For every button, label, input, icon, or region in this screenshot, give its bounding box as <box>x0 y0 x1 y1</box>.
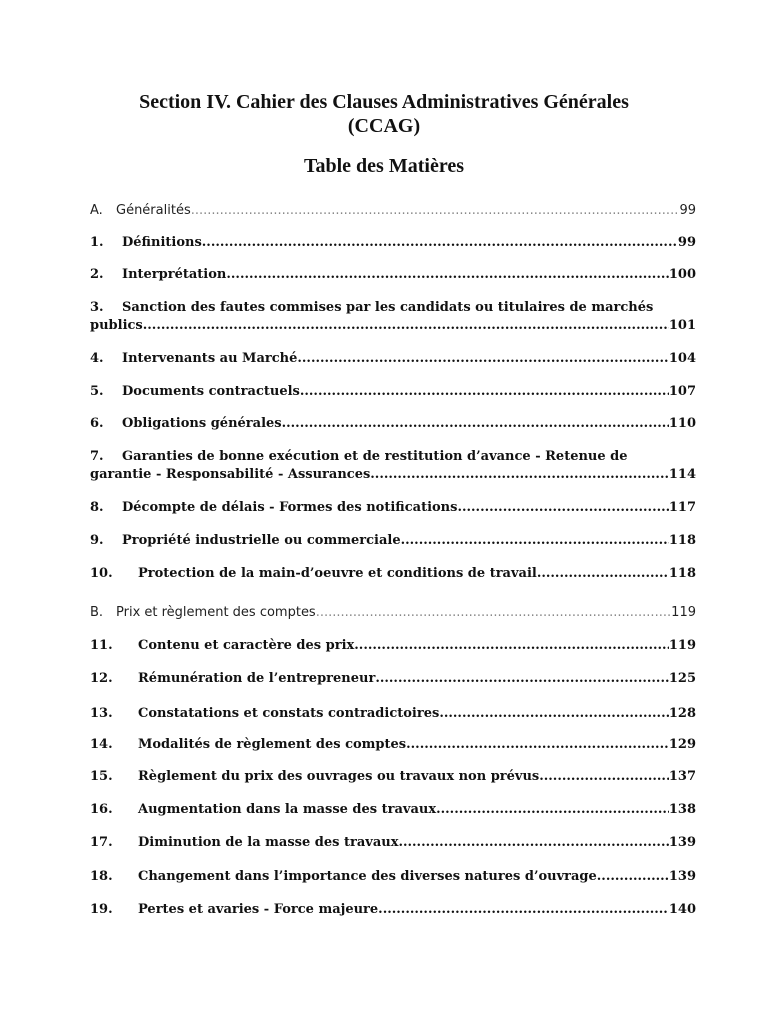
toc-page-number: 125 <box>668 671 696 686</box>
toc-page-number: 117 <box>668 500 696 515</box>
dot-leader <box>354 637 669 655</box>
toc-entry-10[interactable] <box>90 565 696 583</box>
toc-entry-label: Intervenants au Marché <box>122 351 298 366</box>
toc-entry-14[interactable] <box>90 736 696 754</box>
dot-leader <box>436 801 669 819</box>
toc-page-number: 139 <box>668 835 696 850</box>
toc-section-letter: B. <box>90 605 104 620</box>
toc-section-b[interactable] <box>90 604 696 622</box>
toc-page-number: 101 <box>668 318 696 333</box>
toc-entry-label: Règlement du prix des ouvrages ou travaux non prévus <box>138 769 540 784</box>
toc-section-letter: A. <box>90 203 103 218</box>
toc-entry-number: 16. <box>90 802 113 817</box>
toc-entry-8[interactable] <box>90 499 696 517</box>
dot-leader <box>597 868 669 886</box>
dot-leader <box>406 736 669 754</box>
toc-entry-number: 3. <box>90 300 104 315</box>
toc-entry-label: Documents contractuels <box>122 384 300 399</box>
toc-page-number: 139 <box>668 869 696 884</box>
dot-leader <box>537 565 669 583</box>
toc-entry-label: Protection de la main-d’oeuvre et conditions de travail <box>138 566 537 581</box>
dot-leader <box>143 317 669 335</box>
toc-entry-13[interactable] <box>90 705 696 723</box>
toc-entry-label: Obligations générales <box>122 416 282 431</box>
toc-entry-16[interactable] <box>90 801 696 819</box>
toc-entry-label-line1: Sanction des fautes commises par les candidats ou titulaires de marchés <box>122 300 654 315</box>
toc-entry-number: 6. <box>90 416 104 431</box>
toc-page-number: 118 <box>668 566 696 581</box>
toc-entry-label-line2: publics <box>90 318 143 333</box>
dot-leader <box>300 383 669 401</box>
toc-entry-number: 9. <box>90 533 104 548</box>
toc-section-label: Prix et règlement des comptes <box>116 605 316 620</box>
toc-entry-label: Constatations et constats contradictoires <box>138 706 440 721</box>
toc-entry-number: 18. <box>90 869 113 884</box>
toc-entry-3[interactable] <box>90 299 696 335</box>
toc-heading: Table des Matières <box>304 155 464 177</box>
toc-entry-label: Définitions <box>122 235 202 250</box>
toc-section-label: Généralités <box>116 203 191 218</box>
toc-entry-number: 14. <box>90 737 113 752</box>
toc-entry-15[interactable] <box>90 768 696 786</box>
toc-page-number: 119 <box>671 605 696 620</box>
toc-entry-label: Changement dans l’importance des diverses natures d’ouvrage <box>138 869 597 884</box>
section-title: Section IV. Cahier des Clauses Administratives Générales <box>139 91 629 113</box>
toc-entry-17[interactable] <box>90 834 696 852</box>
toc-page-number: 118 <box>668 533 696 548</box>
toc-page-number: 129 <box>668 737 696 752</box>
dot-leader <box>191 202 680 220</box>
toc-entry-number: 19. <box>90 902 113 917</box>
toc-entry-label: Augmentation dans la masse des travaux <box>138 802 437 817</box>
toc-entry-11[interactable] <box>90 637 696 655</box>
toc-entry-label: Rémunération de l’entrepreneur <box>138 671 376 686</box>
toc-entry-number: 7. <box>90 449 104 464</box>
toc-entry-1[interactable] <box>90 234 696 252</box>
toc-entry-label: Diminution de la masse des travaux <box>138 835 399 850</box>
toc-entry-19[interactable] <box>90 901 696 919</box>
dot-leader <box>202 234 678 252</box>
toc-entry-label: Propriété industrielle ou commerciale <box>122 533 401 548</box>
toc-entry-2[interactable] <box>90 266 696 284</box>
dot-leader <box>316 604 671 622</box>
toc-entry-label-line1: Garanties de bonne exécution et de restitution d’avance - Retenue de <box>122 449 628 464</box>
toc-entry-number: 5. <box>90 384 104 399</box>
dot-leader <box>297 350 668 368</box>
toc-page-number: 107 <box>668 384 696 399</box>
dot-leader <box>375 670 669 688</box>
toc-page-number: 104 <box>668 351 696 366</box>
toc-page-number: 128 <box>668 706 696 721</box>
toc-page-number: 110 <box>668 416 696 431</box>
section-title-abbrev: (CCAG) <box>347 115 421 137</box>
toc-entry-9[interactable] <box>90 532 696 550</box>
toc-entry-number: 13. <box>90 706 113 721</box>
toc-page-number: 138 <box>668 802 696 817</box>
toc-entry-label: Contenu et caractère des prix <box>138 638 355 653</box>
toc-entry-5[interactable] <box>90 383 696 401</box>
dot-leader <box>539 768 669 786</box>
toc-entry-label-line2: garantie - Responsabilité - Assurances <box>90 467 371 482</box>
toc-section-a[interactable] <box>90 202 696 220</box>
toc-entry-12[interactable] <box>90 670 696 688</box>
toc-entry-4[interactable] <box>90 350 696 368</box>
toc-entry-number: 1. <box>90 235 104 250</box>
toc-entry-number: 4. <box>90 351 104 366</box>
toc-entry-number: 11. <box>90 638 113 653</box>
toc-entry-label: Interprétation <box>122 267 227 282</box>
toc-entry-number: 2. <box>90 267 104 282</box>
dot-leader <box>370 466 669 484</box>
dot-leader <box>439 705 669 723</box>
toc-page-number: 100 <box>668 267 696 282</box>
toc-entry-number: 17. <box>90 835 113 850</box>
dot-leader <box>398 834 668 852</box>
toc-page-number: 99 <box>677 235 696 250</box>
toc-entry-7[interactable] <box>90 448 696 484</box>
dot-leader <box>226 266 668 284</box>
dot-leader <box>378 901 669 919</box>
toc-entry-label: Pertes et avaries - Force majeure <box>138 902 379 917</box>
toc-page-number: 119 <box>668 638 696 653</box>
toc-entry-number: 15. <box>90 769 113 784</box>
toc-entry-6[interactable] <box>90 415 696 433</box>
dot-leader <box>457 499 668 517</box>
toc-entry-label: Modalités de règlement des comptes <box>138 737 407 752</box>
dot-leader <box>282 415 669 433</box>
toc-page-number: 99 <box>679 203 696 218</box>
dot-leader <box>401 532 669 550</box>
toc-page-number: 137 <box>668 769 696 784</box>
toc-page-number: 140 <box>668 902 696 917</box>
toc-entry-number: 12. <box>90 671 113 686</box>
toc-entry-number: 10. <box>90 566 113 581</box>
toc-page-number: 114 <box>668 467 696 482</box>
toc-entry-number: 8. <box>90 500 104 515</box>
toc-entry-label: Décompte de délais - Formes des notifications <box>122 500 458 515</box>
toc-entry-18[interactable] <box>90 868 696 886</box>
